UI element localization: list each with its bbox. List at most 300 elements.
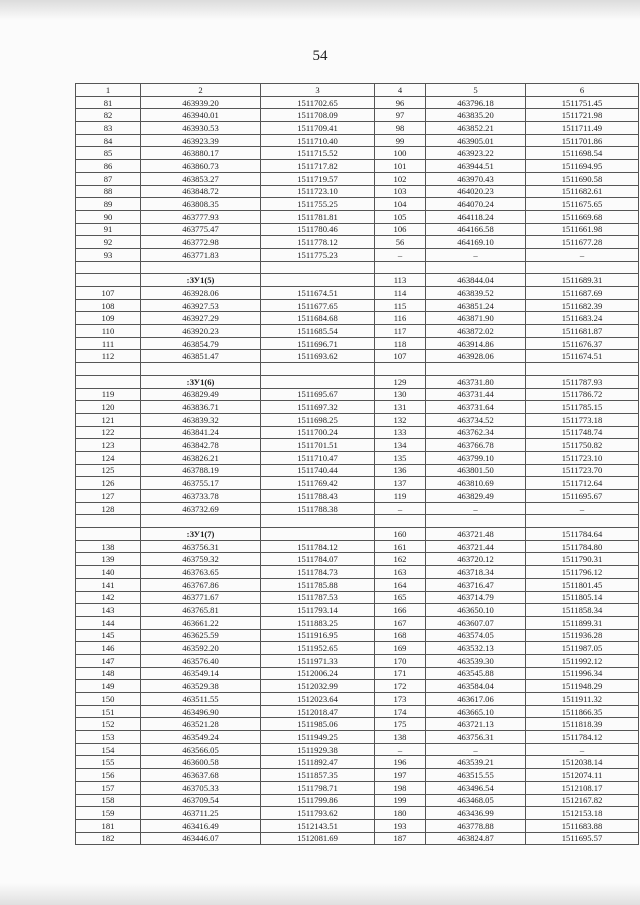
- table-cell: 187: [375, 832, 426, 845]
- table-row: [76, 451, 639, 464]
- table-cell: 126: [76, 477, 141, 490]
- table-cell: 129: [375, 375, 426, 388]
- table-row: [76, 693, 639, 706]
- table-cell: 115: [375, 299, 426, 312]
- table-cell: 1511701.86: [526, 134, 639, 147]
- parcel-name: :ЗУ1(5): [141, 274, 261, 287]
- table-cell: 463763.65: [141, 566, 261, 579]
- table-cell: 463617.06: [426, 693, 526, 706]
- table-cell: 463839.32: [141, 413, 261, 426]
- table-cell: 1511682.61: [526, 185, 639, 198]
- table-cell: 463839.52: [426, 287, 526, 300]
- table-cell: 147: [76, 654, 141, 667]
- table-cell: 1512006.24: [261, 667, 375, 680]
- table-cell: 123: [76, 439, 141, 452]
- table-row: [76, 439, 639, 452]
- table-cell: 1511784.80: [526, 540, 639, 553]
- table-cell: 1511751.45: [526, 96, 639, 109]
- table-row: [76, 680, 639, 693]
- table-cell: 463851.47: [141, 350, 261, 363]
- table-row: [76, 134, 639, 147]
- table-cell: 153: [76, 731, 141, 744]
- table-cell: 166: [375, 604, 426, 617]
- table-cell: 1511710.47: [261, 451, 375, 464]
- table-cell: 158: [76, 794, 141, 807]
- table-cell: 167: [375, 616, 426, 629]
- column-header: 2: [141, 84, 261, 97]
- table-cell: 463734.52: [426, 413, 526, 426]
- table-cell: –: [526, 248, 639, 261]
- table-cell: 463521.28: [141, 718, 261, 731]
- table-cell: 463871.90: [426, 312, 526, 325]
- table-cell: 1511784.07: [261, 553, 375, 566]
- table-cell: 463841.24: [141, 426, 261, 439]
- table-cell: 132: [375, 413, 426, 426]
- table-row: [76, 122, 639, 135]
- empty-cell: [426, 261, 526, 274]
- table-row: [76, 299, 639, 312]
- table-cell: 463860.73: [141, 160, 261, 173]
- empty-cell: [76, 261, 141, 274]
- table-cell: 463416.49: [141, 819, 261, 832]
- table-cell: 463756.31: [426, 731, 526, 744]
- table-cell: 463771.67: [141, 591, 261, 604]
- table-cell: 463665.10: [426, 705, 526, 718]
- table-cell: 463824.87: [426, 832, 526, 845]
- table-cell: 85: [76, 147, 141, 160]
- table-cell: 146: [76, 642, 141, 655]
- table-cell: 1511801.45: [526, 578, 639, 591]
- table-cell: 174: [375, 705, 426, 718]
- table-cell: 463468.05: [426, 794, 526, 807]
- table-cell: [76, 375, 141, 388]
- table-row: [76, 236, 639, 249]
- table-cell: 1511689.31: [526, 274, 639, 287]
- table-cell: 173: [375, 693, 426, 706]
- table-cell: 463515.55: [426, 769, 526, 782]
- table-cell: 1511677.65: [261, 299, 375, 312]
- table-cell: 152: [76, 718, 141, 731]
- table-row: [76, 629, 639, 642]
- table-cell: 463842.78: [141, 439, 261, 452]
- table-cell: 463574.05: [426, 629, 526, 642]
- table-row: [76, 616, 639, 629]
- table-cell: 464020.23: [426, 185, 526, 198]
- table-cell: 87: [76, 172, 141, 185]
- table-cell: 139: [76, 553, 141, 566]
- table-cell: 1512018.47: [261, 705, 375, 718]
- empty-cell: [426, 363, 526, 376]
- table-cell: 99: [375, 134, 426, 147]
- table-cell: 1511911.32: [526, 693, 639, 706]
- table-row: [76, 185, 639, 198]
- table-cell: 464118.24: [426, 210, 526, 223]
- spacer-row: [76, 261, 639, 274]
- table-cell: 112: [76, 350, 141, 363]
- table-cell: 121: [76, 413, 141, 426]
- table-cell: 1511786.72: [526, 388, 639, 401]
- table-cell: 161: [375, 540, 426, 553]
- table-cell: 182: [76, 832, 141, 845]
- table-cell: 102: [375, 172, 426, 185]
- table-cell: 1511696.71: [261, 337, 375, 350]
- table-row: [76, 743, 639, 756]
- table-cell: 463731.44: [426, 388, 526, 401]
- table-cell: 463765.81: [141, 604, 261, 617]
- table-cell: 1511700.24: [261, 426, 375, 439]
- table-cell: 463796.18: [426, 96, 526, 109]
- table-row: [76, 578, 639, 591]
- table-cell: 108: [76, 299, 141, 312]
- empty-cell: [76, 363, 141, 376]
- table-cell: 1511661.98: [526, 223, 639, 236]
- table-cell: 463705.33: [141, 781, 261, 794]
- table-cell: 1511685.54: [261, 325, 375, 338]
- table-cell: 463778.88: [426, 819, 526, 832]
- table-cell: 463844.04: [426, 274, 526, 287]
- spacer-row: [76, 363, 639, 376]
- table-cell: 170: [375, 654, 426, 667]
- table-cell: 181: [76, 819, 141, 832]
- table-cell: 1511740.44: [261, 464, 375, 477]
- table-cell: 463853.27: [141, 172, 261, 185]
- table-cell: 1511936.28: [526, 629, 639, 642]
- table-cell: 463720.12: [426, 553, 526, 566]
- table-cell: 110: [76, 325, 141, 338]
- table-cell: 463600.58: [141, 756, 261, 769]
- table-cell: 463529.38: [141, 680, 261, 693]
- table-cell: 175: [375, 718, 426, 731]
- table-cell: 463731.64: [426, 401, 526, 414]
- table-cell: 180: [375, 807, 426, 820]
- page-number: 54: [312, 48, 328, 64]
- table-cell: 141: [76, 578, 141, 591]
- table-cell: 117: [375, 325, 426, 338]
- table-row: [76, 654, 639, 667]
- empty-cell: [526, 515, 639, 528]
- table-cell: 1511785.88: [261, 578, 375, 591]
- table-row: [76, 426, 639, 439]
- table-cell: 1511711.49: [526, 122, 639, 135]
- table-cell: 165: [375, 591, 426, 604]
- table-cell: 111: [76, 337, 141, 350]
- table-row: [76, 540, 639, 553]
- table-cell: 463799.10: [426, 451, 526, 464]
- table-cell: 1511723.10: [261, 185, 375, 198]
- table-cell: 134: [375, 439, 426, 452]
- table-cell: 463446.07: [141, 832, 261, 845]
- table-cell: 1511684.68: [261, 312, 375, 325]
- table-cell: 463733.78: [141, 490, 261, 503]
- table-cell: 1511785.15: [526, 401, 639, 414]
- table-cell: 105: [375, 210, 426, 223]
- table-row: [76, 553, 639, 566]
- table-cell: 463927.29: [141, 312, 261, 325]
- table-cell: 163: [375, 566, 426, 579]
- table-row: [76, 210, 639, 223]
- table-cell: 463718.34: [426, 566, 526, 579]
- column-header: 3: [261, 84, 375, 97]
- table-row: [76, 591, 639, 604]
- table-cell: 463496.90: [141, 705, 261, 718]
- table-cell: 463755.17: [141, 477, 261, 490]
- table-cell: 197: [375, 769, 426, 782]
- table-row: [76, 248, 639, 261]
- table-cell: 463637.68: [141, 769, 261, 782]
- table-cell: 1511985.06: [261, 718, 375, 731]
- table-cell: 463721.48: [426, 528, 526, 541]
- column-number-row: [76, 84, 639, 97]
- table-cell: 155: [76, 756, 141, 769]
- table-row: [76, 198, 639, 211]
- table-cell: [76, 274, 141, 287]
- table-cell: 463771.83: [141, 248, 261, 261]
- table-cell: –: [426, 502, 526, 515]
- table-cell: 463808.35: [141, 198, 261, 211]
- table-cell: 1511717.82: [261, 160, 375, 173]
- table-cell: 463914.86: [426, 337, 526, 350]
- table-cell: 463836.71: [141, 401, 261, 414]
- table-cell: 1512032.99: [261, 680, 375, 693]
- table-cell: 118: [375, 337, 426, 350]
- table-cell: 1511949.25: [261, 731, 375, 744]
- table-cell: 1511677.28: [526, 236, 639, 249]
- table-cell: 1512108.17: [526, 781, 639, 794]
- table-cell: 1511669.68: [526, 210, 639, 223]
- table-row: [76, 502, 639, 515]
- table-cell: 1511858.34: [526, 604, 639, 617]
- table-cell: 143: [76, 604, 141, 617]
- table-cell: 463539.21: [426, 756, 526, 769]
- table-row: [76, 223, 639, 236]
- table-row: [76, 667, 639, 680]
- table-cell: 1511784.73: [261, 566, 375, 579]
- table-cell: 199: [375, 794, 426, 807]
- table-cell: 138: [76, 540, 141, 553]
- table-cell: 119: [375, 490, 426, 503]
- table-cell: 84: [76, 134, 141, 147]
- table-row: [76, 832, 639, 845]
- table-cell: 463777.93: [141, 210, 261, 223]
- table-cell: 463767.86: [141, 578, 261, 591]
- table-cell: 137: [375, 477, 426, 490]
- table-cell: 1511787.53: [261, 591, 375, 604]
- table-cell: 122: [76, 426, 141, 439]
- table-row: [76, 287, 639, 300]
- table-cell: 463721.44: [426, 540, 526, 553]
- table-cell: 463939.20: [141, 96, 261, 109]
- table-cell: 119: [76, 388, 141, 401]
- table-row: [76, 794, 639, 807]
- table-cell: 463625.59: [141, 629, 261, 642]
- table-cell: 125: [76, 464, 141, 477]
- table-cell: 463970.43: [426, 172, 526, 185]
- table-cell: 1511687.69: [526, 287, 639, 300]
- section-header-row: [76, 528, 639, 541]
- table-row: [76, 413, 639, 426]
- table-cell: 1512023.64: [261, 693, 375, 706]
- table-cell: 154: [76, 743, 141, 756]
- table-cell: –: [375, 743, 426, 756]
- table-cell: 160: [375, 528, 426, 541]
- table-cell: 463511.55: [141, 693, 261, 706]
- scan-bottom-shadow: [0, 883, 640, 905]
- table-cell: 463810.69: [426, 477, 526, 490]
- table-cell: 116: [375, 312, 426, 325]
- table-cell: 1511708.09: [261, 109, 375, 122]
- table-cell: 104: [375, 198, 426, 211]
- table-cell: 1511793.14: [261, 604, 375, 617]
- table-cell: 1512038.14: [526, 756, 639, 769]
- coordinates-table: [75, 83, 639, 845]
- empty-cell: [375, 515, 426, 528]
- table-cell: 463928.06: [141, 287, 261, 300]
- table-row: [76, 705, 639, 718]
- table-row: [76, 807, 639, 820]
- table-row: [76, 604, 639, 617]
- table-cell: 1511674.51: [526, 350, 639, 363]
- table-cell: 463566.05: [141, 743, 261, 756]
- table-row: [76, 312, 639, 325]
- table-cell: 463940.01: [141, 109, 261, 122]
- table-cell: 149: [76, 680, 141, 693]
- table-cell: 463788.19: [141, 464, 261, 477]
- table-cell: 1511784.64: [526, 528, 639, 541]
- table-cell: 463545.88: [426, 667, 526, 680]
- table-cell: 1511723.10: [526, 451, 639, 464]
- table-cell: 133: [375, 426, 426, 439]
- table-cell: 1511675.65: [526, 198, 639, 211]
- table-cell: 140: [76, 566, 141, 579]
- table-cell: 157: [76, 781, 141, 794]
- table-cell: 164: [375, 578, 426, 591]
- table-cell: 1511790.31: [526, 553, 639, 566]
- table-cell: [261, 274, 375, 287]
- table-cell: 463756.31: [141, 540, 261, 553]
- table-cell: 144: [76, 616, 141, 629]
- empty-cell: [141, 261, 261, 274]
- table-cell: –: [375, 502, 426, 515]
- table-cell: 1511992.12: [526, 654, 639, 667]
- table-cell: 463721.13: [426, 718, 526, 731]
- table-cell: 463711.25: [141, 807, 261, 820]
- empty-cell: [375, 363, 426, 376]
- table-cell: 463584.04: [426, 680, 526, 693]
- table-cell: 101: [375, 160, 426, 173]
- table-cell: 463851.24: [426, 299, 526, 312]
- empty-cell: [76, 515, 141, 528]
- table-cell: 1511805.14: [526, 591, 639, 604]
- table-cell: 1511799.86: [261, 794, 375, 807]
- table-cell: 463709.54: [141, 794, 261, 807]
- table-cell: 131: [375, 401, 426, 414]
- table-cell: 98: [375, 122, 426, 135]
- table-cell: 1511690.58: [526, 172, 639, 185]
- column-header: 6: [526, 84, 639, 97]
- table-cell: 463923.22: [426, 147, 526, 160]
- table-row: [76, 769, 639, 782]
- table-cell: 1511715.52: [261, 147, 375, 160]
- table-cell: 1511695.67: [526, 490, 639, 503]
- table-cell: 463539.30: [426, 654, 526, 667]
- parcel-name: :ЗУ1(7): [141, 528, 261, 541]
- table-cell: 463762.34: [426, 426, 526, 439]
- table-row: [76, 490, 639, 503]
- table-cell: 83: [76, 122, 141, 135]
- table-cell: 127: [76, 490, 141, 503]
- table-cell: 1511952.65: [261, 642, 375, 655]
- table-cell: 114: [375, 287, 426, 300]
- table-cell: 463944.51: [426, 160, 526, 173]
- table-cell: 91: [76, 223, 141, 236]
- table-row: [76, 464, 639, 477]
- table-cell: 196: [375, 756, 426, 769]
- table-cell: 82: [76, 109, 141, 122]
- table-cell: 463549.24: [141, 731, 261, 744]
- table-cell: [261, 375, 375, 388]
- empty-cell: [526, 261, 639, 274]
- table-row: [76, 756, 639, 769]
- table-row: [76, 337, 639, 350]
- table-cell: –: [526, 502, 639, 515]
- table-cell: 106: [375, 223, 426, 236]
- table-cell: –: [426, 743, 526, 756]
- table-cell: 1512153.18: [526, 807, 639, 820]
- table-cell: 463801.50: [426, 464, 526, 477]
- table-cell: 1511721.98: [526, 109, 639, 122]
- table-cell: 151: [76, 705, 141, 718]
- table-cell: 93: [76, 248, 141, 261]
- table-cell: 1511866.35: [526, 705, 639, 718]
- table-cell: 463549.14: [141, 667, 261, 680]
- table-cell: 464166.58: [426, 223, 526, 236]
- table-cell: 1511929.38: [261, 743, 375, 756]
- column-header: 1: [76, 84, 141, 97]
- table-cell: 463928.06: [426, 350, 526, 363]
- table-cell: 1511695.57: [526, 832, 639, 845]
- table-cell: 1511996.34: [526, 667, 639, 680]
- table-cell: 162: [375, 553, 426, 566]
- table-cell: 463872.02: [426, 325, 526, 338]
- table-cell: 172: [375, 680, 426, 693]
- table-cell: 463576.40: [141, 654, 261, 667]
- table-cell: 463905.01: [426, 134, 526, 147]
- table-cell: 168: [375, 629, 426, 642]
- table-cell: 103: [375, 185, 426, 198]
- table-cell: 463854.79: [141, 337, 261, 350]
- table-cell: 90: [76, 210, 141, 223]
- table-cell: 1511899.31: [526, 616, 639, 629]
- table-cell: 464070.24: [426, 198, 526, 211]
- scan-top-shadow: [0, 0, 640, 20]
- empty-cell: [261, 515, 375, 528]
- table-cell: [261, 528, 375, 541]
- table-row: [76, 325, 639, 338]
- table-cell: 1511769.42: [261, 477, 375, 490]
- table-cell: 1511712.64: [526, 477, 639, 490]
- table-cell: 1511784.12: [526, 731, 639, 744]
- table-body: [76, 96, 639, 845]
- table-cell: 1511681.87: [526, 325, 639, 338]
- table-cell: 1511773.18: [526, 413, 639, 426]
- table-cell: 193: [375, 819, 426, 832]
- table-cell: 92: [76, 236, 141, 249]
- table-cell: 198: [375, 781, 426, 794]
- table-cell: 463766.78: [426, 439, 526, 452]
- table-row: [76, 731, 639, 744]
- empty-cell: [375, 261, 426, 274]
- table-cell: 107: [76, 287, 141, 300]
